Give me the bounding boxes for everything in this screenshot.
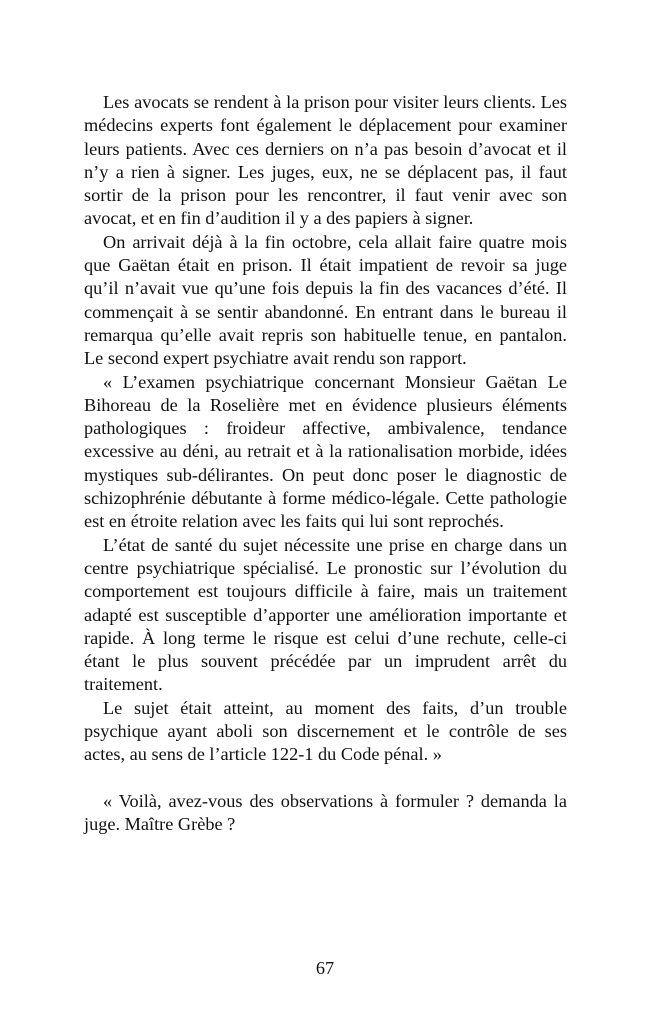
paragraph: « L’examen psychiatrique concernant Monsieur Gaëtan Le Bihoreau de la Roselière met en évidence plusieurs éléments pathologiques : froideur affective, ambivalence, tendance excessive au déni, au retrait et à la rationalisation morbide, idées mystiques sub-délirantes. On peut donc poser le diagnostic de schizophrénie débutante à forme médico-légale. Cette pathologie est en étroite relation avec les faits qui lui sont reprochés. bbox=[84, 371, 567, 532]
page-body bbox=[84, 91, 567, 837]
paragraph: Le sujet était atteint, au moment des faits, d’un trouble psychique ayant aboli son discernement et le contrôle de ses actes, au sens de l’article 122-1 du Code pénal. » bbox=[84, 697, 567, 765]
paragraph: L’état de santé du sujet nécessite une prise en charge dans un centre psychiatrique spécialisé. Le pronostic sur l’évolution du comportement est toujours difficile à faire, mais un traitement adapté est susceptible d’apporter une amélioration importante et rapide. À long terme le risque est celui d’une rechute, celle-ci étant le plus souvent précédée par un imprudent arrêt du traitement. bbox=[84, 534, 567, 695]
paragraph: Les avocats se rendent à la prison pour visiter leurs clients. Les médecins experts font également le déplacement pour examiner leurs patients. Avec ces derniers on n’a pas besoin d’avocat et il n’y a rien à signer. Les juges, eux, ne se déplacent pas, il faut sortir de la prison pour les rencontrer, il faut venir avec son avocat, et en fin d’audition il y a des papiers à signer. bbox=[84, 92, 567, 229]
page-number: 67 bbox=[315, 958, 335, 978]
paragraph: « Voilà, avez-vous des observations à formuler ? demanda la juge. Maître Grèbe ? bbox=[84, 790, 567, 835]
paragraph: On arrivait déjà à la fin octobre, cela allait faire quatre mois que Gaëtan était en prison. Il était impatient de revoir sa juge qu’il n’avait vue qu’une fois depuis la fin des vacances d’été. Il commençait à se sentir abandonné. En entrant dans le bureau il remarqua qu’elle avait repris son habituelle tenue, en pantalon. Le second expert psychiatre avait rendu son rapport. bbox=[84, 231, 567, 369]
